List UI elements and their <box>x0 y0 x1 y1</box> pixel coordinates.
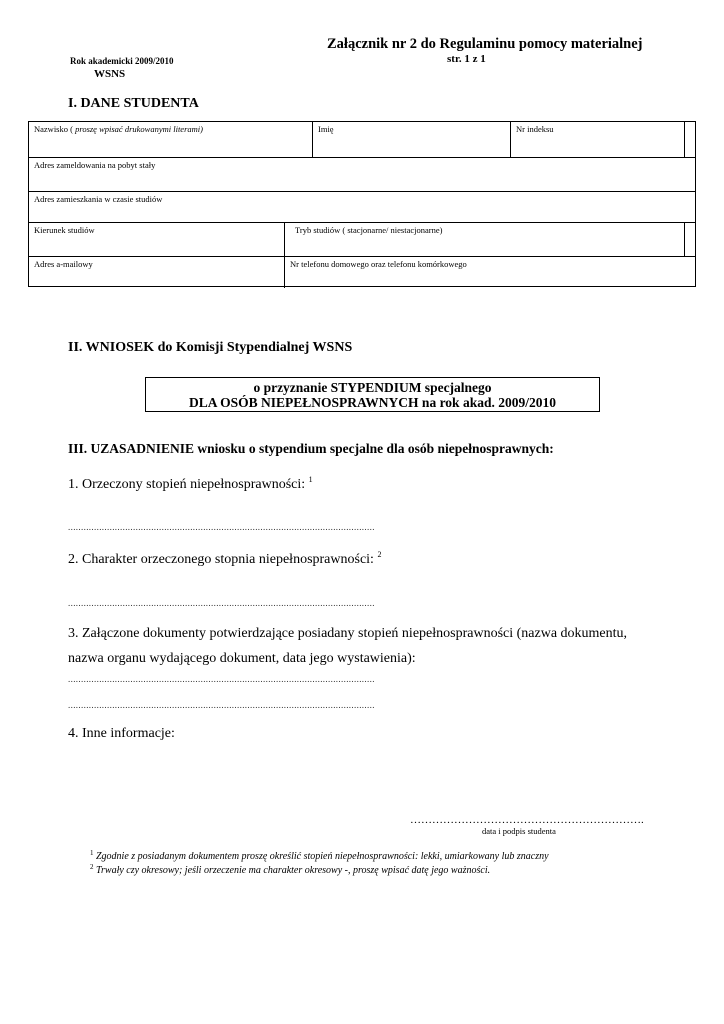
phone-label: Nr telefonu domowego oraz telefonu komórkowego <box>290 259 467 269</box>
section-heading-student-data: I. DANE STUDENTA <box>68 96 199 111</box>
permanent-address-label: Adres zameldowania na pobyt stały <box>34 160 156 170</box>
table-row <box>29 158 695 192</box>
permanent-address-field[interactable] <box>29 158 695 191</box>
table-row <box>29 122 695 158</box>
index-number-label: Nr indeksu <box>516 124 554 134</box>
email-field[interactable] <box>29 257 284 288</box>
table-row <box>29 192 695 223</box>
page-number: str. 1 z 1 <box>447 53 486 65</box>
signature-label: data i podpis studenta <box>482 826 556 836</box>
surname-field[interactable] <box>29 122 312 157</box>
table-row <box>29 257 695 288</box>
phone-field[interactable] <box>284 257 695 288</box>
question-4: 4. Inne informacje: <box>68 726 175 741</box>
footnote-2: $^2$ Trwały czy okresowy; jeśli orzeczenie ma charakter okresowy -, proszę wpisać datę jego ważności. <box>90 863 491 876</box>
application-subject-line2: DLA OSÓB NIEPEŁNOSPRAWNYCH na rok akad. 2009/2010 <box>189 395 556 410</box>
answer-line-2[interactable]: ...................................................................................................................... <box>68 598 375 608</box>
academic-year: Rok akademicki 2009/2010 <box>70 56 174 66</box>
application-subject-box <box>145 377 600 412</box>
question-3-line1: 3. Załączone dokumenty potwierdzające posiadany stopień niepełnosprawności (nazwa dokumentu, <box>68 626 628 641</box>
answer-line-3b[interactable]: ...................................................................................................................... <box>68 700 375 710</box>
question-3-line2: nazwa organu wydającego dokument, data jego wystawienia): <box>68 651 416 666</box>
attachment-title: Załącznik nr 2 do Regulaminu pomocy materialnej <box>327 36 643 52</box>
extra-cell <box>684 223 695 256</box>
signature-line[interactable]: ………………………………………………………. <box>410 814 644 826</box>
footnote-1: $^1$ Zgodnie z posiadanym dokumentem proszę określić stopień niepełnosprawności: lekki, umiarkowany lub znaczny <box>90 849 549 862</box>
section-heading-application: II. WNIOSEK do Komisji Stypendialnej WSNS <box>68 340 353 355</box>
answer-line-3a[interactable]: ...................................................................................................................... <box>68 674 375 684</box>
table-row <box>29 223 695 257</box>
first-name-field[interactable] <box>312 122 510 157</box>
study-mode-field[interactable] <box>284 223 684 256</box>
field-of-study-label: Kierunek studiów <box>34 225 95 235</box>
question-2: 2. Charakter orzeczonego stopnia niepełnosprawności: $^2$ <box>68 550 382 567</box>
first-name-label: Imię <box>318 124 334 134</box>
student-data-table <box>28 121 696 287</box>
study-mode-label: Tryb studiów ( stacjonarne/ niestacjonarne) <box>295 225 443 235</box>
extra-cell <box>684 122 695 157</box>
answer-line-1[interactable]: ...................................................................................................................... <box>68 522 375 532</box>
study-address-label: Adres zamieszkania w czasie studiów <box>34 194 163 204</box>
question-1: 1. Orzeczony stopień niepełnosprawności: $^1$ <box>68 475 313 492</box>
study-address-field[interactable] <box>29 192 695 222</box>
footnote-ref-2: 2 <box>377 550 382 559</box>
school-name: WSNS <box>94 68 126 80</box>
field-of-study-field[interactable] <box>29 223 284 256</box>
footnote-ref-1: 1 <box>308 475 313 484</box>
application-subject-line1: o przyznanie STYPENDIUM specjalnego <box>253 380 492 395</box>
surname-hint: proszę wpisać drukowanymi literami) <box>72 124 203 134</box>
index-number-field[interactable] <box>510 122 684 157</box>
section-heading-justification: III. UZASADNIENIE wniosku o stypendium specjalne dla osób niepełnosprawnych: <box>68 441 554 456</box>
surname-label: Nazwisko ( <box>34 124 73 134</box>
email-label: Adres a-mailowy <box>34 259 93 269</box>
